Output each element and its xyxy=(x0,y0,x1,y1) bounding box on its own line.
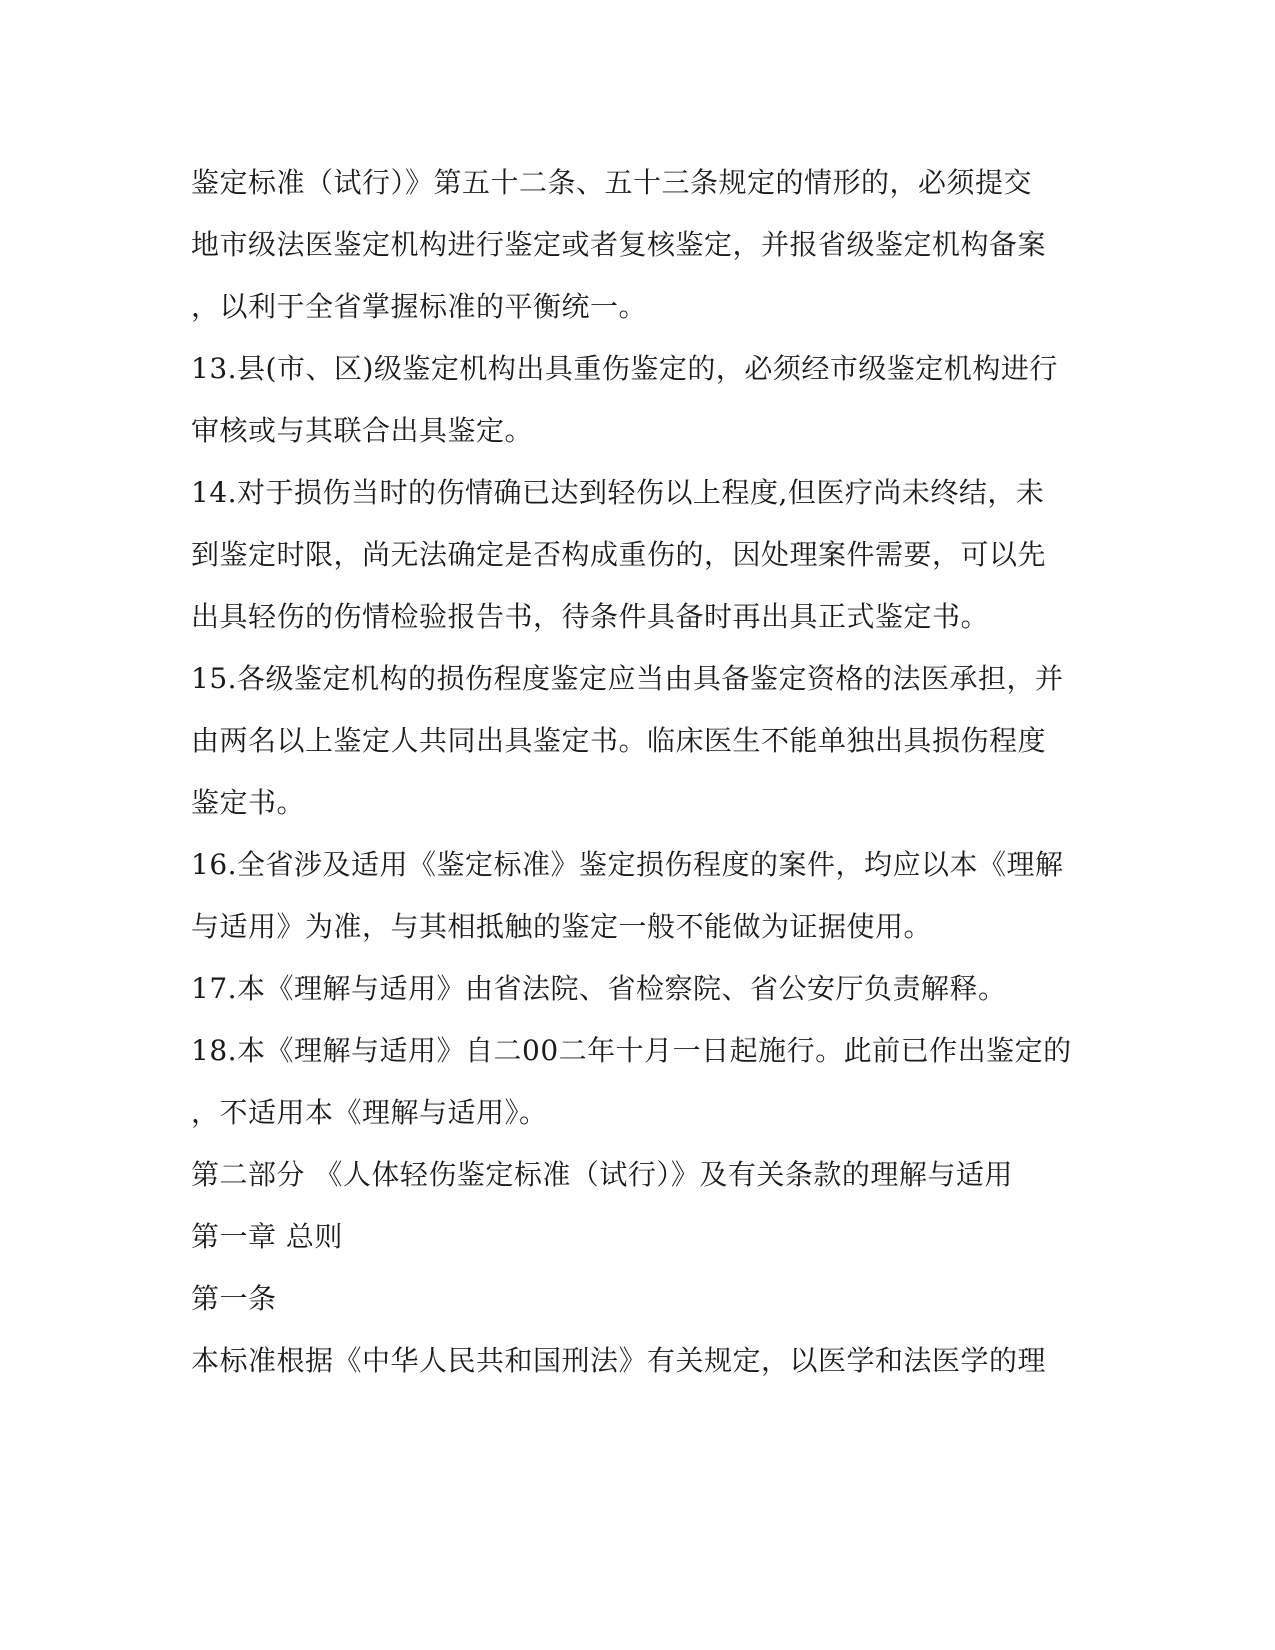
text-line: 本标准根据《中华人民共和国刑法》有关规定，以医学和法医学的理 xyxy=(191,1344,1047,1377)
text-line: 16.全省涉及适用《鉴定标准》鉴定损伤程度的案件，均应以本《理解 xyxy=(191,848,1064,881)
text-line: 18.本《理解与适用》自二00二年十月一日起施行。此前已作出鉴定的 xyxy=(191,1034,1072,1067)
text-line: 与适用》为准，与其相抵触的鉴定一般不能做为证据使用。 xyxy=(191,910,933,943)
text-line: ，以利于全省掌握标准的平衡统一。 xyxy=(191,290,648,323)
text-line: 地市级法医鉴定机构进行鉴定或者复核鉴定，并报省级鉴定机构备案 xyxy=(191,228,1047,261)
article-heading: 第一条 xyxy=(191,1282,277,1315)
text-line: ，不适用本《理解与适用》。 xyxy=(191,1096,548,1129)
text-line: 出具轻伤的伤情检验报告书，待条件具备时再出具正式鉴定书。 xyxy=(191,600,990,633)
text-line: 14.对于损伤当时的伤情确已达到轻伤以上程度,但医疗尚未终结，未 xyxy=(191,476,1045,509)
text-line: 鉴定标准（试行）》第五十二条、五十三条规定的情形的，必须提交 xyxy=(191,166,1033,199)
text-line: 审核或与其联合出具鉴定。 xyxy=(191,414,534,447)
chapter-heading: 第一章 总则 xyxy=(191,1220,343,1253)
text-line: 15.各级鉴定机构的损伤程度鉴定应当由具备鉴定资格的法医承担，并 xyxy=(191,662,1064,695)
text-line: 由两名以上鉴定人共同出具鉴定书。临床医生不能单独出具损伤程度 xyxy=(191,724,1047,757)
section-heading: 第二部分 《人体轻伤鉴定标准（试行）》及有关条款的理解与适用 xyxy=(191,1158,1013,1191)
text-line: 到鉴定时限，尚无法确定是否构成重伤的，因处理案件需要，可以先 xyxy=(191,538,1047,571)
text-line: 17.本《理解与适用》由省法院、省检察院、省公安厅负责解释。 xyxy=(191,972,1007,1005)
text-line: 13.县(市、区)级鉴定机构出具重伤鉴定的，必须经市级鉴定机构进行 xyxy=(191,352,1058,385)
text-line: 鉴定书。 xyxy=(191,786,306,819)
